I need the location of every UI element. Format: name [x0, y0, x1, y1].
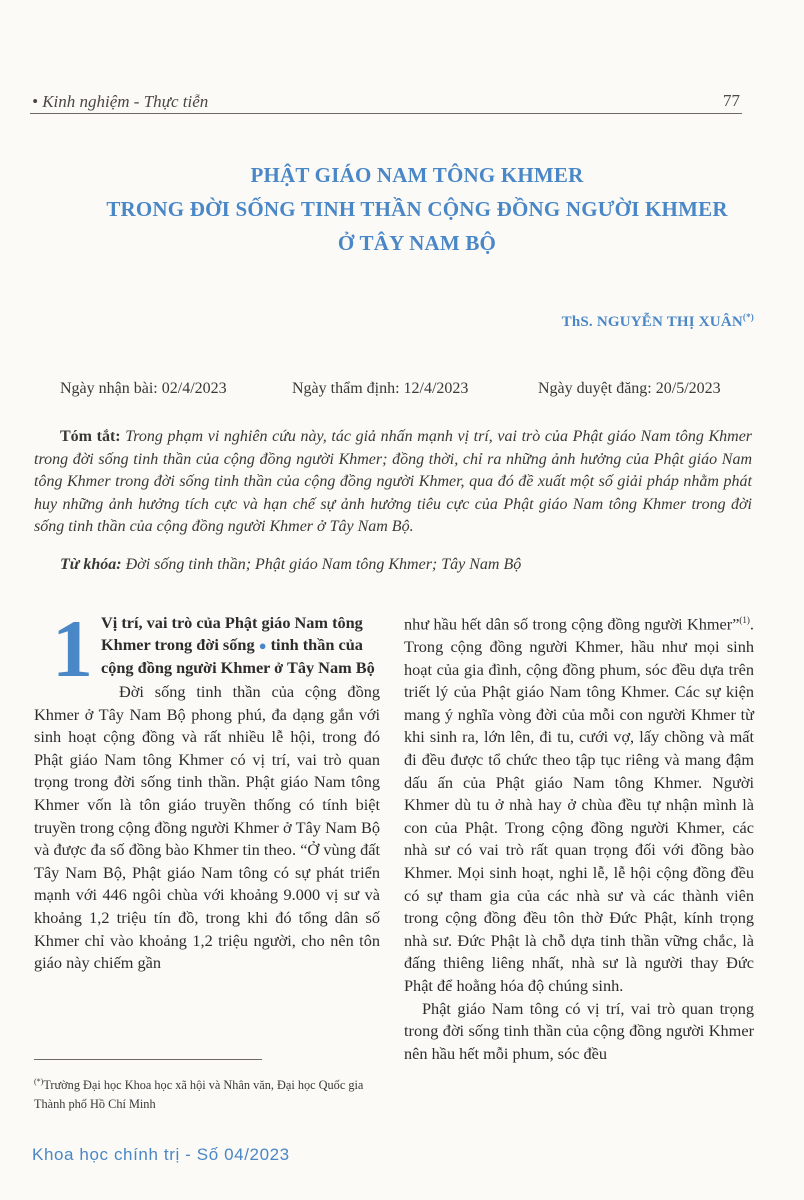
- title-line-3: Ở TÂY NAM BỘ: [337, 231, 497, 255]
- footnote-text: Trường Đại học Khoa học xã hội và Nhân văn, Đại học Quốc gia Thành phố Hồ Chí Minh: [34, 1078, 364, 1112]
- body-paragraph-continued: [404, 609, 754, 998]
- body-paragraph: Đời sống tinh thần của cộng đồng Khmer ở Tây Nam Bộ phong phú, đa dạng gắn với sinh hoạt cộng đồng và rất nhiều lễ hội, trong đó Phật giáo Nam tông Khmer có vị trí, vai trò quan trọng trong đời sống tinh thần. Phật giáo Nam tông Khmer vốn là tôn giáo truyền thống có tính biệt truyền trong cộng đồng người Khmer ở Tây Nam Bộ và được đa số đồng bào Khmer tin theo. “Ở vùng đất Tây Nam Bộ, Phật giáo Nam tông có sự phát triển mạnh với 446 ngôi chùa với khoảng 9.000 vị sư và khoảng 1,2 triệu tín đồ, trong khi đó tổng dân số Khmer chỉ vào khoảng 1,2 triệu người, cho nên tôn giáo này chiếm gần: [34, 682, 380, 973]
- author-name: ThS. NGUYỄN THỊ XUÂN: [561, 314, 743, 330]
- date-received: Ngày nhận bài: 02/4/2023: [60, 380, 227, 397]
- body-column-left: [34, 603, 380, 975]
- footer-separator: -: [179, 1145, 197, 1164]
- body-paragraph: Phật giáo Nam tông có vị trí, vai trò quan trọng trong đời sống tinh thần của cộng đồng người Khmer nên hầu hết mỗi phum, sóc đều: [404, 998, 754, 1063]
- author-line: [562, 312, 754, 331]
- article-title: [60, 158, 774, 260]
- section-heading-part-1: Vị trí, vai trò của Phật giáo Nam tông Khmer trong đời sống: [101, 613, 363, 654]
- title-line-2: TRONG ĐỜI SỐNG TINH THẦN CỘNG ĐỒNG NGƯỜI KHMER: [106, 197, 728, 221]
- date-reviewed: Ngày thẩm định: 12/4/2023: [292, 380, 469, 397]
- journal-issue: Số 04/2023: [196, 1145, 290, 1164]
- footnote-divider: [34, 1059, 262, 1060]
- title-line-1: PHẬT GIÁO NAM TÔNG KHMER: [250, 163, 584, 187]
- paragraph-text-b: . Trong cộng đồng người Khmer, hầu như mọi sinh hoạt của gia đình, cộng đồng phum, sóc đều dựa trên triết lý của Phật giáo Nam tông Khmer. Các sự kiện mang ý nghĩa vòng đời của mỗi con người Khmer từ khi sinh ra, lớn lên, đi tu, cưới vợ, lấy chồng và mất đi đều được tổ chức theo tập tục riêng và mang đậm dấu ấn của Phật giáo Nam tông Khmer. Người Khmer dù tu ở nhà hay ở chùa đều tự nhận mình là con của Phật. Trong cộng đồng người Khmer, các nhà sư có vai trò rất quan trọng đối với đồng bào Khmer. Mọi sinh hoạt, nghi lễ, lễ hội cộng đồng đều có sự tham gia của các nhà sư và các thành viên trong cộng đồng đều tôn thờ Đức Phật, kính trọng nhà sư. Đức Phật là chỗ dựa tinh thần vững chắc, là đấng thiêng liêng nhất, nhà sư là người thay Đức Phật để hoằng hóa độ chúng sinh.: [404, 614, 754, 995]
- keywords-text: Đời sống tinh thần; Phật giáo Nam tông Khmer; Tây Nam Bộ: [125, 556, 522, 573]
- footnote-mark: (*): [34, 1077, 44, 1086]
- author-note-mark: (*): [742, 312, 754, 322]
- body-column-right: [404, 609, 754, 1065]
- journal-footer: [32, 1145, 290, 1165]
- bullet-dot-icon: ●: [258, 638, 267, 653]
- abstract-text: Trong phạm vi nghiên cứu này, tác giả nhấn mạnh vị trí, vai trò của Phật giáo Nam tông Khmer trong đời sống tinh thần của cộng đồng người Khmer; đồng thời, chỉ ra những ảnh hưởng của Phật giáo Nam tông Khmer trong đời sống tinh thần của cộng đồng người Khmer, qua đó đề xuất một số giải pháp nhằm phát huy những ảnh hưởng tích cực và hạn chế sự ảnh hưởng tiêu cực của Phật giáo Nam tông Khmer trong đời sống tinh thần của cộng đồng người Khmer ở Tây Nam Bộ.: [34, 428, 753, 535]
- section-heading: [34, 603, 380, 694]
- abstract: [34, 426, 752, 539]
- section-heading-part-2: tinh thần của cộng đồng người Khmer ở Tây Nam Bộ: [101, 635, 375, 677]
- journal-name: Khoa học chính trị: [32, 1145, 180, 1164]
- footnote: [34, 1072, 374, 1114]
- page-number: 77: [723, 91, 740, 110]
- section-number-dropcap: 1: [52, 603, 93, 694]
- date-approved: Ngày duyệt đăng: 20/5/2023: [538, 380, 721, 397]
- keywords-label: Từ khóa:: [60, 556, 122, 573]
- header-divider: [30, 113, 742, 114]
- running-header-section: • Kinh nghiệm - Thực tiễn: [32, 92, 209, 111]
- paragraph-text-a: như hầu hết dân số trong cộng đồng người Khmer”: [404, 614, 740, 634]
- abstract-label: Tóm tắt:: [60, 428, 121, 445]
- keywords: [60, 556, 521, 574]
- citation-ref: (1): [739, 615, 750, 625]
